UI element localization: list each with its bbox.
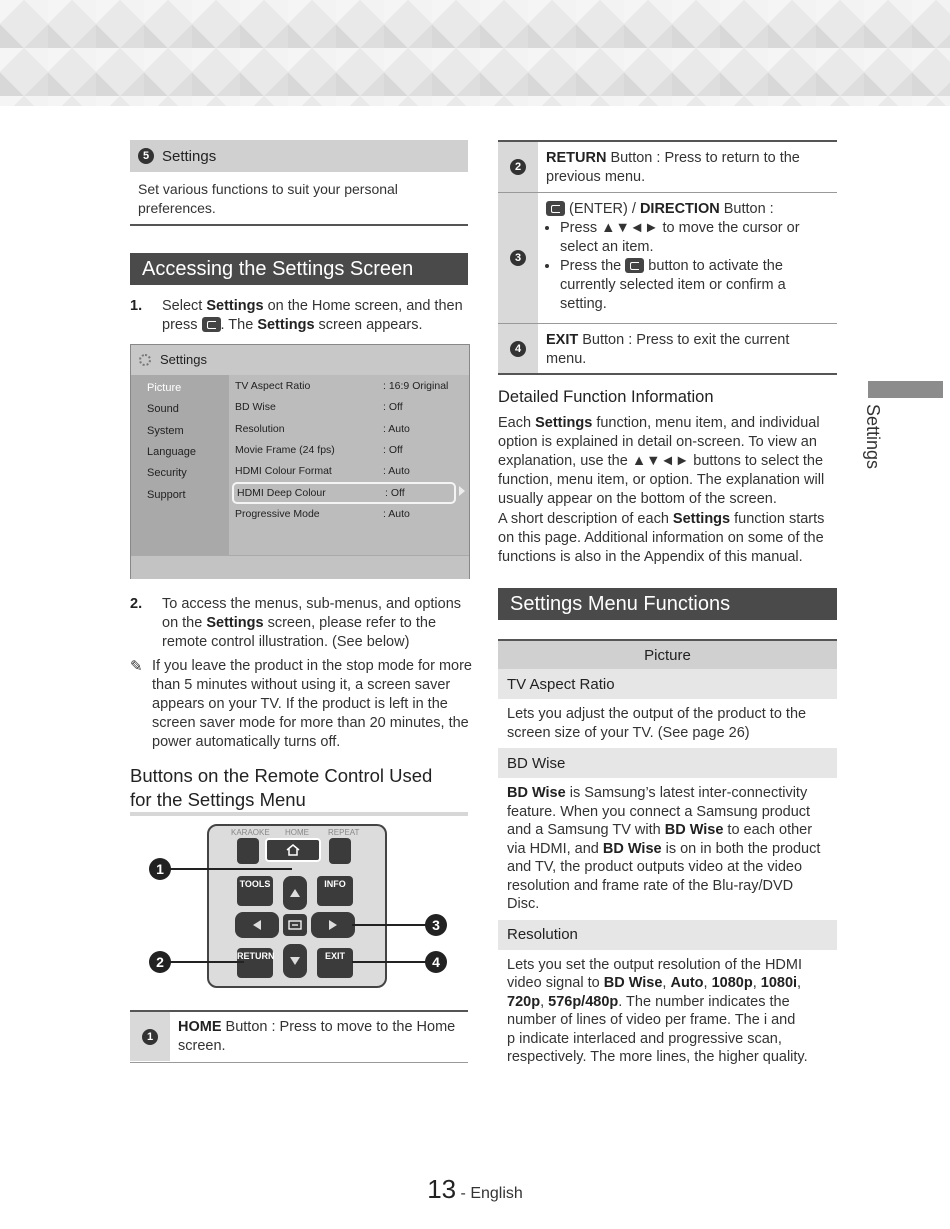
right-arrow-icon [328, 919, 338, 931]
text: A short description of each [498, 511, 673, 527]
row-value: : Auto [383, 465, 410, 477]
text: is Samsung’s latest inter-connectivity [565, 785, 808, 801]
text: If you leave the product in the stop mode for more [152, 658, 472, 674]
text: button to activate the [644, 258, 783, 274]
screen-title-text: Settings [160, 352, 207, 367]
screen-row [235, 441, 459, 459]
table-text-cell [170, 1012, 468, 1062]
page-number: 13 [427, 1174, 457, 1204]
text: Button : Press to return to the [606, 150, 800, 166]
row-key: HDMI Deep Colour [237, 487, 326, 499]
settings-screen-illustration [130, 344, 470, 579]
screen-menu-item: Language [147, 446, 196, 458]
text: screen appears. [314, 317, 423, 333]
step-1 [130, 297, 470, 335]
screen-menu-item: System [147, 425, 184, 437]
function-title: Resolution [498, 920, 837, 950]
step-2 [130, 595, 470, 652]
screen-row [235, 420, 459, 438]
side-tab-label: Settings [863, 404, 883, 470]
callout-4: 4 [425, 951, 447, 973]
screen-row [235, 398, 459, 416]
text: Button : Press to exit the current [578, 332, 790, 348]
text: Press the [560, 258, 626, 274]
text: function, menu item, and individual [592, 415, 820, 431]
screen-title [139, 352, 207, 367]
text: resolution and frame rate of the Blu-ray/DVD Disc. [507, 877, 794, 912]
text: and TV, the product outputs video at the video [507, 859, 803, 875]
text: EXIT [546, 332, 579, 348]
header-pattern [0, 0, 950, 106]
row-value: : Auto [383, 423, 410, 435]
menu-functions-table [498, 639, 837, 1073]
table-text-cell [538, 324, 837, 373]
text: remote control illustration. (See below) [162, 634, 410, 650]
row-value: : Off [383, 401, 403, 413]
row-value: : Auto [383, 508, 410, 520]
subhead-detailed: Detailed Function Information [498, 388, 714, 406]
text: Select [162, 298, 207, 314]
callout-line [170, 961, 244, 963]
screen-menu-item: Picture [147, 382, 182, 394]
enter-icon [625, 258, 644, 273]
row-key: HDMI Colour Format [235, 465, 332, 477]
exit-label: EXIT [324, 951, 345, 961]
row-key: Progressive Mode [235, 508, 320, 520]
text: p indicate interlaced and progressive scan, [507, 1030, 782, 1047]
screen-menu-item: Security [147, 467, 187, 479]
callout-number: 1 [142, 1029, 158, 1045]
function-description [498, 699, 837, 748]
text: Lets you adjust the output of the product to the [507, 706, 807, 722]
bullet-list [546, 219, 829, 314]
text: Press ▲▼◄► to move the cursor or [560, 220, 800, 236]
text: Button : [719, 201, 774, 217]
return-button [237, 948, 273, 978]
screen-footer [131, 555, 469, 579]
repeat-button [329, 838, 351, 864]
table-text-cell [538, 193, 837, 323]
callout-line [352, 924, 426, 926]
text: to each other [723, 822, 813, 838]
text: , [662, 975, 671, 991]
note [130, 657, 475, 752]
text: than 5 minutes without using it, a screen saver [152, 677, 451, 693]
detailed-paragraph-1 [498, 414, 843, 509]
callout-line [170, 868, 292, 870]
subhead-remote-buttons [130, 764, 475, 812]
settings-intro-box [130, 140, 468, 226]
text: setting. [560, 296, 607, 312]
text: Settings [206, 615, 264, 631]
text: Settings [257, 317, 315, 333]
function-title: BD Wise [498, 748, 837, 778]
text: select an item. [560, 239, 654, 255]
return-label: RETURN [237, 951, 275, 961]
function-title: TV Aspect Ratio [498, 669, 837, 699]
table-num-cell [130, 1012, 170, 1061]
row-value: : 16:9 Original [383, 380, 449, 392]
screen-menu-item: Sound [147, 403, 179, 415]
text: via HDMI, and [507, 840, 603, 857]
up-button [283, 876, 307, 910]
text: BD Wise [603, 975, 663, 991]
text: HOME [178, 1019, 222, 1035]
text: DIRECTION [639, 201, 720, 217]
list-item [560, 219, 829, 257]
up-arrow-icon [289, 888, 301, 898]
text: Settings [535, 415, 593, 431]
text: option is explained in detail on-screen. To view an [498, 434, 817, 450]
text: on this page. Additional information on some of the [498, 530, 824, 546]
home-button [265, 838, 321, 862]
text: function starts [730, 511, 825, 527]
button-table-home [130, 1010, 468, 1063]
text: 1080i [760, 975, 798, 991]
function-description [498, 778, 837, 920]
repeat-label: REPEAT [328, 828, 360, 837]
row-key: Resolution [235, 423, 285, 435]
enter-button [283, 914, 307, 936]
section-title-menu-functions: Settings Menu Functions [498, 588, 837, 620]
exit-button [317, 948, 353, 978]
text: BD Wise [602, 840, 662, 857]
text: on the Home screen, and then [263, 298, 463, 314]
down-arrow-icon [289, 956, 301, 966]
text: screen size of your TV. (See page 26) [507, 724, 750, 741]
text: currently selected item or confirm a [560, 277, 786, 293]
text: . The [220, 317, 258, 333]
step-number: 2. [130, 596, 143, 612]
gear-icon [139, 354, 151, 366]
text: Each [498, 415, 536, 431]
screen-menu-item: Support [147, 489, 186, 501]
home-icon [285, 843, 301, 857]
enter-icon [546, 201, 565, 216]
screen-options [229, 375, 469, 555]
tools-label: TOOLS [239, 879, 271, 889]
settings-intro-text: Set various functions to suit your personal preferences. [130, 172, 468, 226]
text: press [162, 317, 202, 333]
text: appears on your TV. If the product is left in the [152, 696, 448, 712]
row-value: : Off [383, 444, 403, 456]
text: 1080p [711, 975, 753, 991]
row-key: BD Wise [235, 401, 276, 413]
text: respectively. The more lines, the higher quality. [507, 1049, 808, 1065]
text: explanation, use the ▲▼◄► buttons to select the [498, 453, 824, 469]
divider [130, 812, 468, 816]
enter-icon [288, 920, 302, 930]
text: usually appear on the bottom of the screen. [498, 491, 777, 507]
row-key: TV Aspect Ratio [235, 380, 311, 392]
text: functions is also in the Appendix of this manual. [498, 549, 803, 565]
karaoke-label: KARAOKE [231, 828, 270, 837]
settings-intro-title: Settings [162, 147, 217, 165]
right-arrow-icon [459, 486, 465, 496]
text: 720p [507, 993, 541, 1010]
text: menu. [546, 351, 587, 367]
text: / [627, 201, 640, 217]
text: To access the menus, sub-menus, and options [162, 596, 462, 612]
pencil-icon: ✎ [130, 658, 143, 675]
text: BD Wise [664, 822, 724, 838]
screen-row-highlighted [232, 482, 456, 504]
table-text-cell [538, 142, 837, 192]
text: , [797, 975, 802, 991]
remote-control-illustration [207, 824, 387, 988]
screen-row [235, 377, 459, 395]
row-key: Movie Frame (24 fps) [235, 444, 335, 456]
text: is on in both the product [661, 840, 821, 857]
section-title-accessing: Accessing the Settings Screen [130, 253, 468, 285]
text: power automatically turns off. [152, 734, 341, 750]
text: function, menu item, or option. The explanation will [498, 472, 825, 488]
text: , [703, 975, 712, 991]
left-arrow-icon [252, 919, 262, 931]
button-table-right [498, 140, 837, 375]
text: (ENTER) [565, 201, 628, 217]
callout-3: 3 [425, 914, 447, 936]
list-item [560, 257, 829, 314]
down-button [283, 944, 307, 978]
step-text [162, 595, 470, 652]
table-row [498, 142, 837, 193]
callout-line [352, 961, 426, 963]
text: number of lines of video per frame. The i and [507, 1012, 796, 1028]
text: video signal to [507, 975, 604, 991]
page-footer [0, 1174, 950, 1205]
text: Button : Press to move to the Home [221, 1019, 456, 1035]
karaoke-button [237, 838, 259, 864]
text: on the [162, 615, 207, 631]
right-button [311, 912, 355, 938]
text: screen saver mode for more than 20 minutes, the [152, 715, 469, 731]
screen-row [235, 462, 459, 480]
screen-menu [131, 375, 229, 555]
text: screen. [178, 1038, 226, 1054]
table-row [498, 193, 837, 324]
text: screen, please refer to the [263, 615, 437, 631]
table-row [498, 324, 837, 375]
home-label: HOME [285, 828, 309, 837]
row-value: : Off [385, 487, 405, 499]
side-tab-marker [868, 381, 943, 398]
text: Settings [672, 511, 731, 527]
note-text [152, 657, 475, 752]
text: BD Wise [507, 785, 566, 801]
callout-number: 2 [510, 159, 526, 175]
enter-icon [202, 317, 221, 332]
table-num-cell [498, 324, 538, 373]
info-label: INFO [324, 879, 346, 889]
callout-number: 4 [510, 341, 526, 357]
table-header: Picture [498, 641, 837, 669]
text: , [752, 975, 761, 991]
text: Buttons on the Remote Control Used [130, 765, 433, 786]
callout-2: 2 [149, 951, 171, 973]
text: Settings [206, 298, 264, 314]
callout-1: 1 [149, 858, 171, 880]
text: feature. When you connect a Samsung product [507, 803, 811, 820]
callout-number: 5 [138, 148, 154, 164]
text: and a Samsung TV with [507, 822, 665, 838]
text: Auto [670, 975, 704, 991]
screen-row [235, 505, 459, 523]
table-num-cell [498, 193, 538, 323]
left-button [235, 912, 279, 938]
text: Lets you set the output resolution of the HDMI [507, 956, 802, 973]
step-number: 1. [130, 298, 143, 314]
text: . The number indicates the [618, 993, 790, 1010]
text: previous menu. [546, 169, 646, 185]
page-language: - English [456, 1185, 523, 1202]
text: RETURN [546, 150, 607, 166]
settings-intro-header [130, 140, 468, 172]
callout-number: 3 [510, 250, 526, 266]
text: for the Settings Menu [130, 789, 306, 810]
tools-button [237, 876, 273, 906]
text: 576p/480p [548, 993, 619, 1010]
info-button [317, 876, 353, 906]
function-description [498, 950, 837, 1073]
table-num-cell [498, 142, 538, 192]
text: , [540, 993, 549, 1010]
detailed-paragraph-2 [498, 510, 843, 567]
step-text [162, 297, 470, 335]
